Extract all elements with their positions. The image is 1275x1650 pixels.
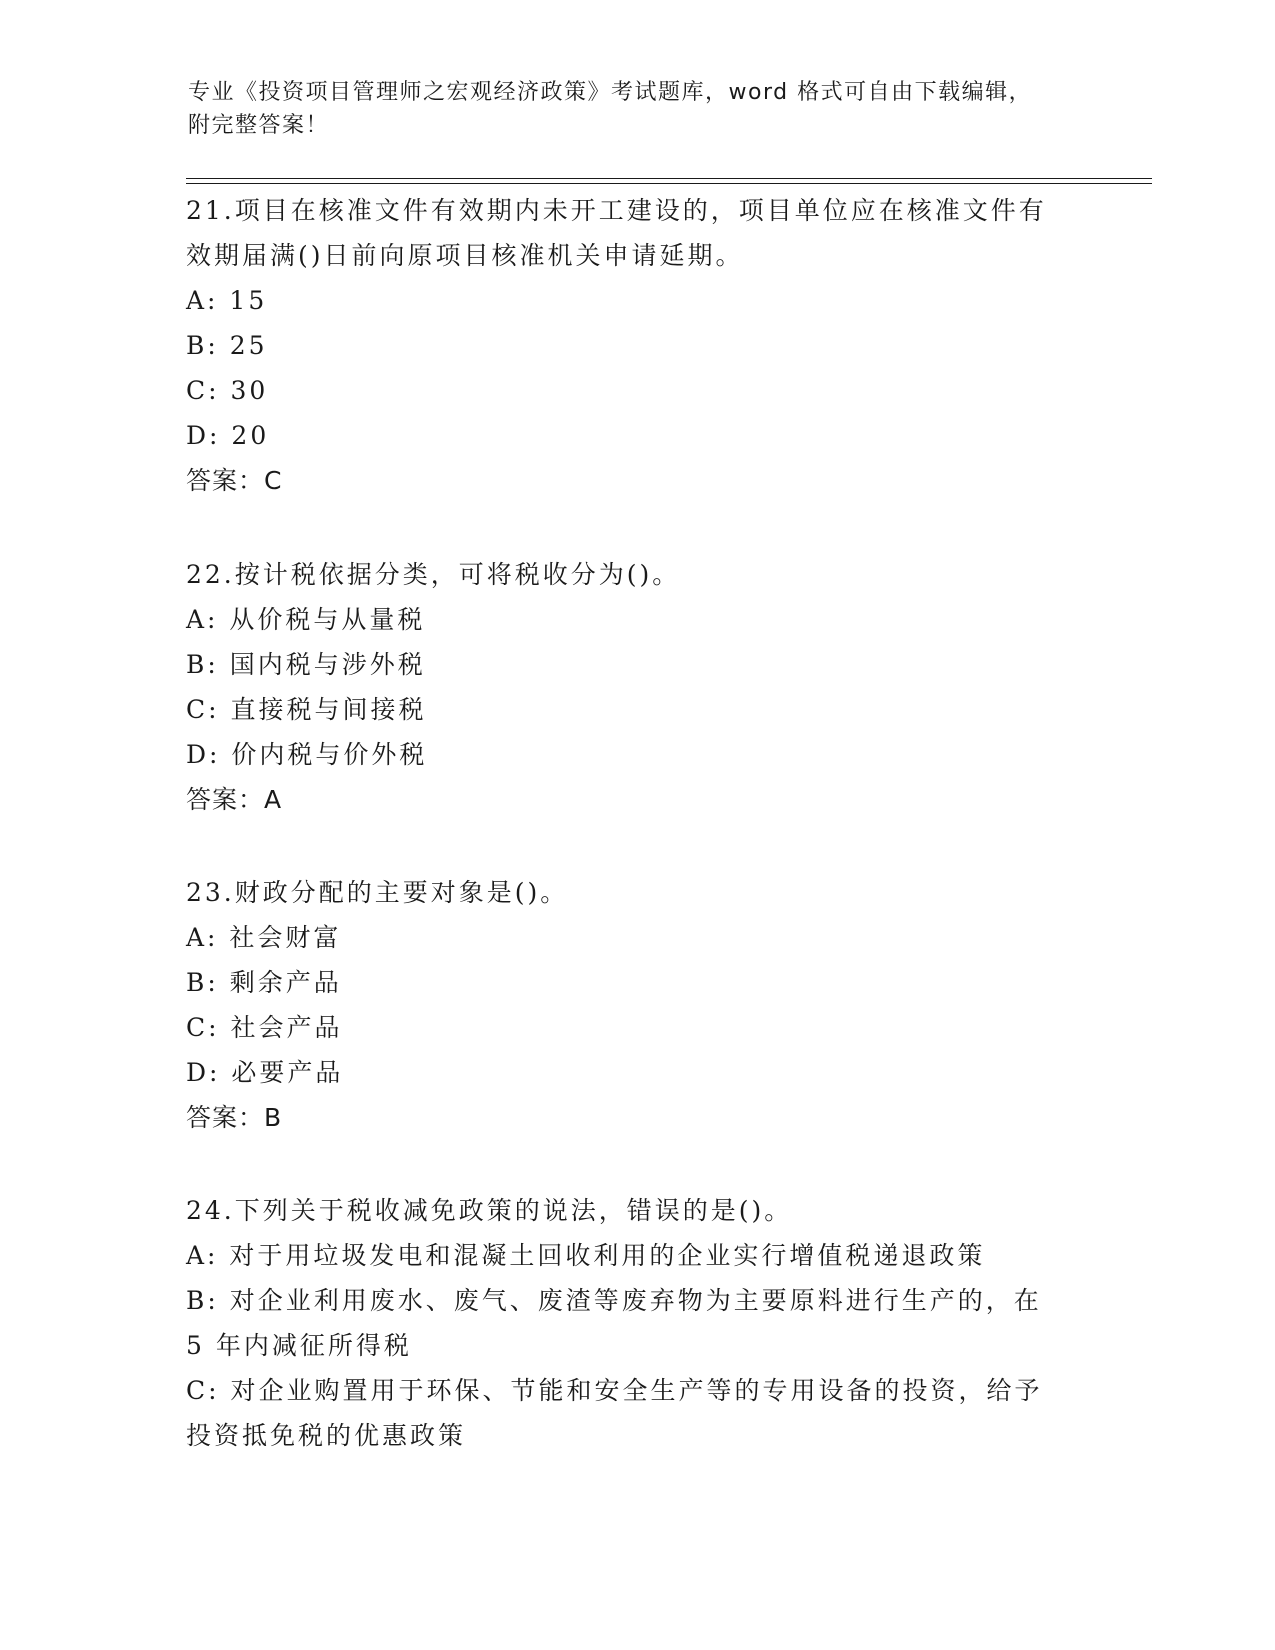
question-stem-continued: 效期届满()日前向原项目核准机关申请延期。: [186, 241, 744, 270]
document-header: [188, 76, 1068, 142]
option-b: B: 剩余产品: [186, 968, 342, 997]
option-a: A: 从价税与从量税: [186, 605, 426, 634]
option-a: A: 15: [186, 286, 268, 315]
option-d: D: 20: [186, 421, 270, 450]
option-c: C: 直接税与间接税: [186, 695, 427, 724]
question-21: [186, 188, 1086, 503]
header-divider-top: [186, 178, 1152, 179]
option-b-continued: 5 年内减征所得税: [186, 1331, 412, 1360]
header-divider-bottom: [186, 183, 1152, 184]
header-line-2: 附完整答案！: [188, 113, 330, 138]
answer: 答案：B: [186, 1103, 283, 1132]
option-a: A: 社会财富: [186, 923, 342, 952]
option-c-continued: 投资抵免税的优惠政策: [186, 1421, 467, 1450]
option-b: B: 对企业利用废水、废气、废渣等废弃物为主要原料进行生产的，在: [186, 1286, 1042, 1315]
option-b: B: 国内税与涉外税: [186, 650, 426, 679]
question-stem: 24.下列关于税收减免政策的说法，错误的是()。: [186, 1196, 793, 1225]
question-23: [186, 870, 1086, 1140]
option-a: A: 对于用垃圾发电和混凝土回收利用的企业实行增值税递退政策: [186, 1241, 986, 1270]
question-stem: 21.项目在核准文件有效期内未开工建设的，项目单位应在核准文件有: [186, 196, 1047, 225]
question-22: [186, 552, 1086, 822]
option-d: D: 必要产品: [186, 1058, 344, 1087]
answer: 答案：C: [186, 466, 283, 495]
option-b: B: 25: [186, 331, 268, 360]
option-c: C: 社会产品: [186, 1013, 343, 1042]
option-c: C: 30: [186, 376, 269, 405]
question-stem: 23.财政分配的主要对象是()。: [186, 878, 569, 907]
header-line-1: 专业《投资项目管理师之宏观经济政策》考试题库，word 格式可自由下载编辑，: [188, 80, 1033, 105]
question-stem: 22.按计税依据分类，可将税收分为()。: [186, 560, 681, 589]
option-c: C: 对企业购置用于环保、节能和安全生产等的专用设备的投资，给予: [186, 1376, 1043, 1405]
option-d: D: 价内税与价外税: [186, 740, 428, 769]
answer: 答案：A: [186, 785, 283, 814]
question-24: [186, 1188, 1086, 1458]
